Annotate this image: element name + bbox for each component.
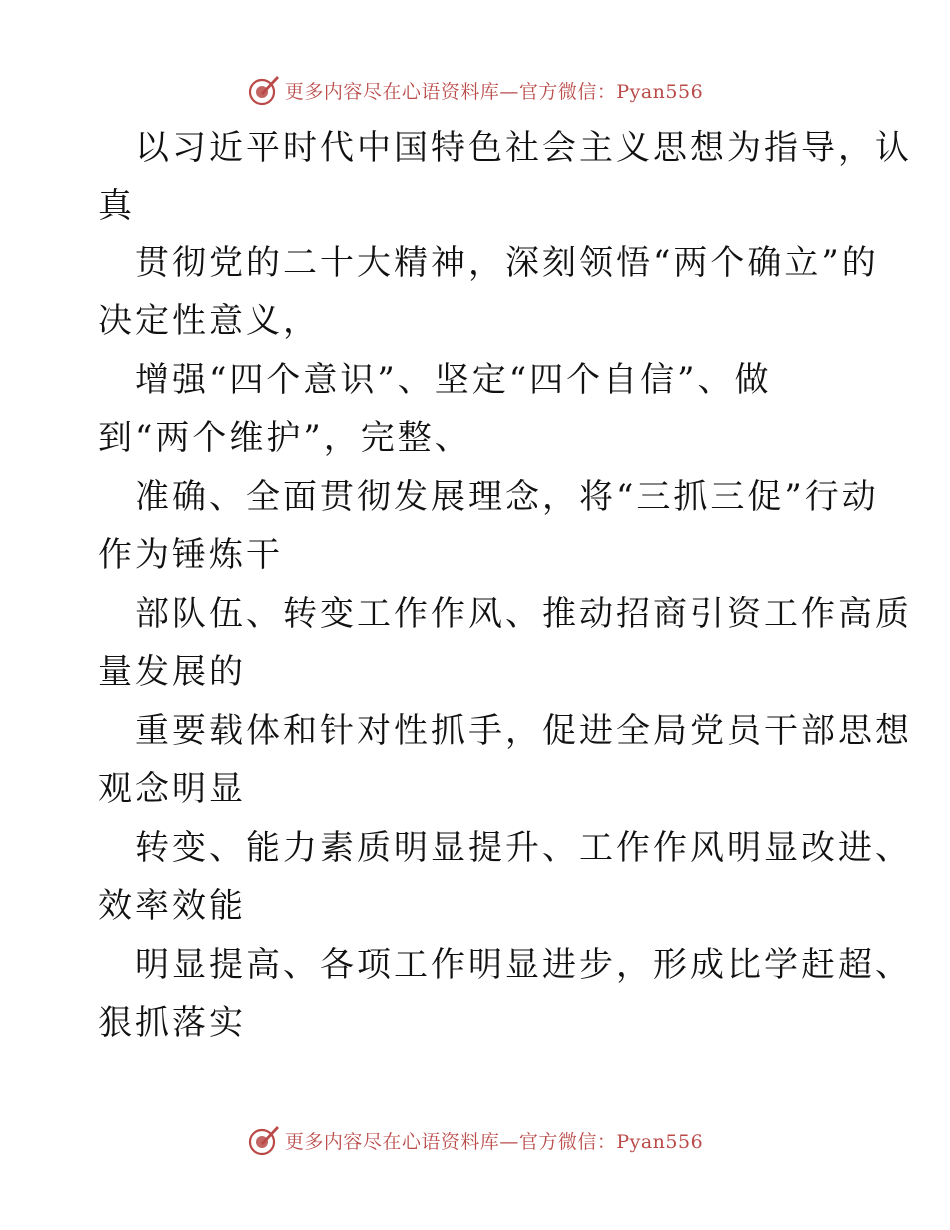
paragraph-line: 贯彻党的二十大精神，深刻领悟“两个确立”的 — [135, 243, 879, 283]
footer-watermark — [0, 1120, 950, 1160]
paragraph-line: 作为锤炼干 — [98, 535, 283, 575]
paragraph-line: 增强“四个意识”、坚定“四个自信”、做 — [135, 360, 772, 400]
paragraph-line: 以习近平时代中国特色社会主义思想为指导，认 — [135, 128, 912, 168]
paragraph-line: 到“两个维护”，完整、 — [98, 418, 472, 458]
paragraph-line: 效率效能 — [98, 886, 246, 926]
paragraph-line: 明显提高、各项工作明显进步，形成比学赶超、 — [135, 945, 912, 985]
paragraph-line: 狠抓落实 — [98, 1003, 246, 1043]
paragraph-line: 观念明显 — [98, 769, 246, 809]
header-watermark — [0, 70, 950, 110]
paragraph-line: 决定性意义， — [98, 301, 320, 341]
paragraph-line: 量发展的 — [98, 652, 246, 692]
paragraph-line: 部队伍、转变工作作风、推动招商引资工作高质 — [135, 594, 912, 634]
watermark-text: 更多内容尽在心语资料库—官方微信：Pyan556 — [284, 80, 704, 103]
paragraph-line: 准确、全面贯彻发展理念，将“三抓三促”行动 — [135, 477, 879, 517]
paragraph-line: 真 — [98, 186, 135, 226]
quill-seal-icon — [247, 73, 281, 107]
paragraph-line: 转变、能力素质明显提升、工作作风明显改进、 — [135, 828, 912, 868]
paragraph-line: 重要载体和针对性抓手，促进全局党员干部思想 — [135, 711, 912, 751]
quill-seal-icon — [247, 1123, 281, 1157]
watermark-text: 更多内容尽在心语资料库—官方微信：Pyan556 — [284, 1130, 704, 1153]
